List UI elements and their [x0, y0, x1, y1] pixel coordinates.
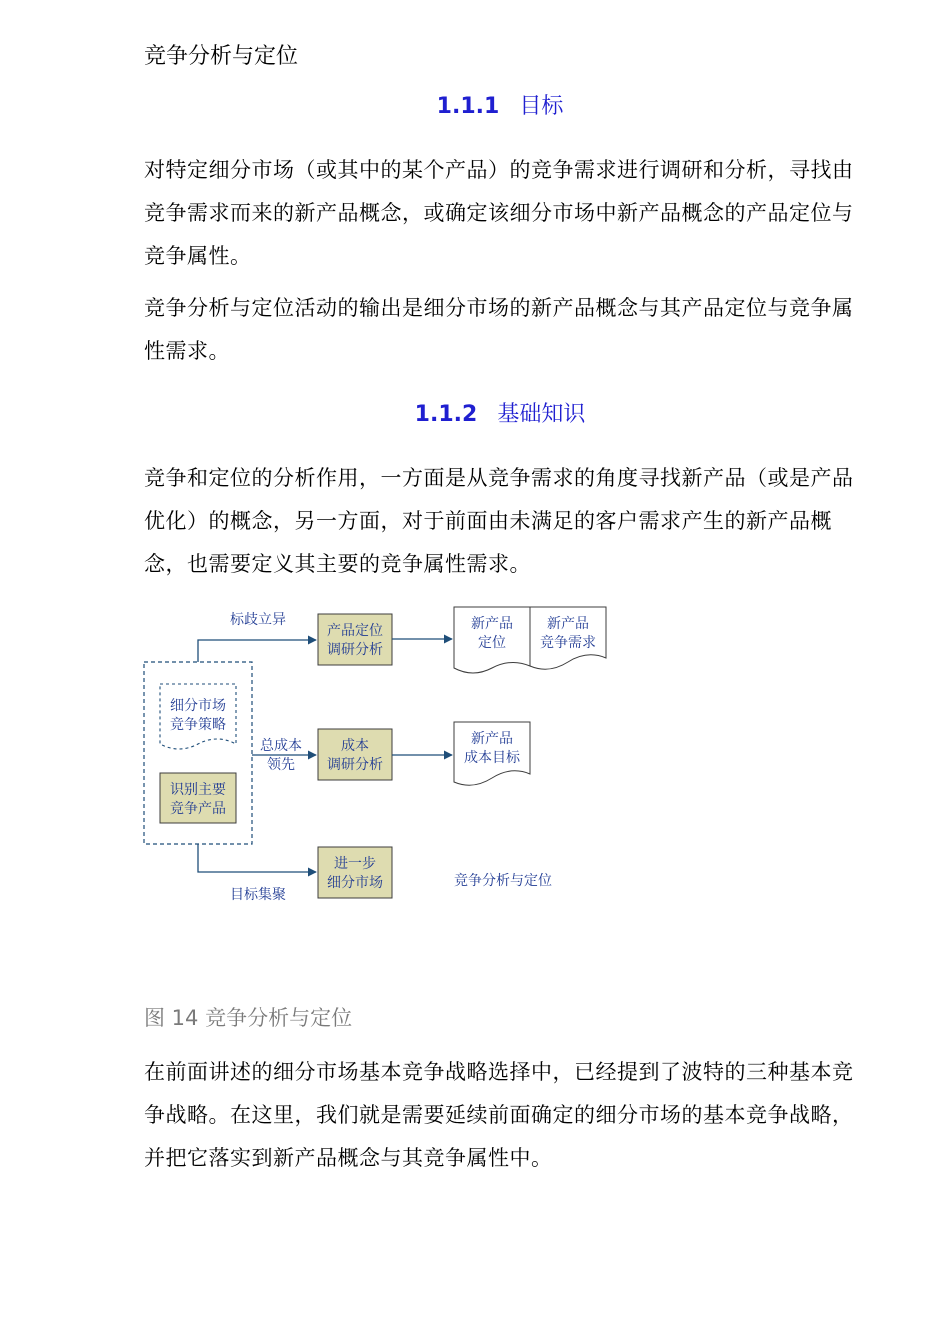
cost-leadership-label: 总成本 — [260, 738, 302, 754]
section-number: 1.1.2 — [414, 402, 478, 427]
doc-line: 新产品 — [471, 731, 513, 747]
diagram-inner-caption: 竞争分析与定位 — [454, 873, 552, 889]
doc-line: 竞争需求 — [540, 635, 596, 651]
competition-positioning-diagram — [140, 598, 620, 918]
box-line: 调研分析 — [327, 642, 383, 658]
doc-line: 细分市场 — [170, 698, 226, 714]
focus-label: 目标集聚 — [230, 887, 286, 903]
focus-connector — [198, 844, 316, 872]
paragraph: 竞争和定位的分析作用，一方面是从竞争需求的角度寻找新产品（或是产品优化）的概念，另一方面，对于前面由未满足的客户需求产生的新产品概念，也需要定义其主要的竞争属性需求。 — [144, 466, 854, 576]
doc-line: 竞争策略 — [170, 717, 226, 733]
paragraph: 在前面讲述的细分市场基本竞争战略选择中，已经提到了波特的三种基本竞争战略。在这里，我们就是需要延续前面确定的细分市场的基本竞争战略，并把它落实到新产品概念与其竞争属性中。 — [144, 1060, 854, 1170]
section-heading-goal — [0, 92, 950, 122]
doc-line: 新产品 — [547, 616, 589, 632]
doc-line: 成本目标 — [464, 750, 520, 766]
box-line: 细分市场 — [327, 875, 383, 891]
page-header: 竞争分析与定位 — [144, 44, 299, 69]
section-number: 1.1.1 — [436, 94, 500, 119]
box-line: 成本 — [341, 738, 369, 754]
differentiation-connector — [198, 640, 316, 662]
doc-line: 新产品 — [471, 616, 513, 632]
paragraph: 竞争分析与定位活动的输出是细分市场的新产品概念与其产品定位与竞争属性需求。 — [144, 296, 854, 363]
box-line: 竞争产品 — [170, 801, 226, 817]
figure-caption: 图 14 竞争分析与定位 — [144, 1006, 353, 1030]
differentiation-label: 标歧立异 — [230, 612, 286, 628]
section-heading-basics — [0, 400, 950, 430]
cost-leadership-label: 领先 — [267, 757, 295, 773]
doc-line: 定位 — [478, 635, 506, 651]
section-title: 目标 — [519, 94, 564, 119]
box-line: 调研分析 — [327, 757, 383, 773]
paragraph: 对特定细分市场（或其中的某个产品）的竞争需求进行调研和分析，寻找由竞争需求而来的新产品概念，或确定该细分市场中新产品概念的产品定位与竞争属性。 — [144, 158, 854, 268]
box-line: 产品定位 — [327, 623, 383, 639]
section-title: 基础知识 — [497, 402, 586, 427]
box-line: 进一步 — [334, 856, 376, 872]
box-line: 识别主要 — [170, 782, 226, 798]
